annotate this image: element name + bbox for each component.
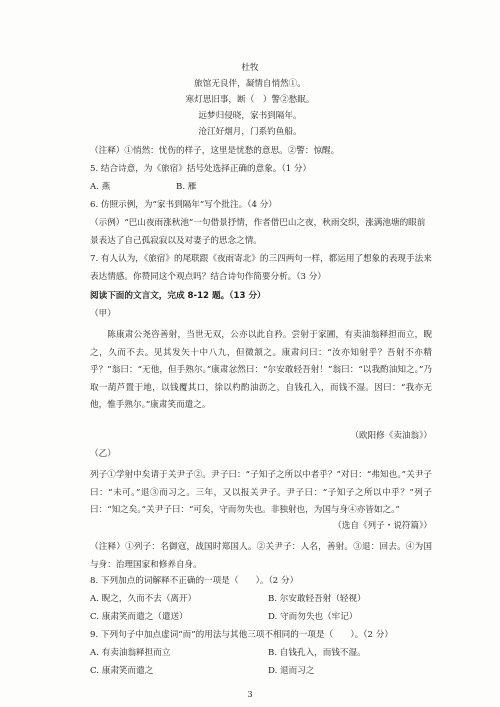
poem-note: （注释）①悄然：忧伤的样子，这里是忧愁的意思。②警：惊醒。 [90,146,340,156]
q6-example-line-1: （示例）“巴山夜雨涨秋池”一句借景抒情，作者借巴山之夜，秋雨交织，涨满池塘的眼前 [90,218,426,228]
passage-jia-source: （欧阳修《卖油翁》） [350,431,432,441]
q5-option-b: B. 雁 [176,182,197,192]
poem-line-3: 远梦归侵晓，家书到隔年。 [198,111,302,121]
passage-yi-label: （乙） [90,449,116,459]
q8-option-d: D. 守而勿失也（牢记） [268,612,358,622]
poem-author: 杜牧 [241,63,259,73]
passage-yi-note: （注释）①列子：名御寇，战国时郑国人。②关尹子：人名，善射。③退：回去。④为国与身：治理国家和修养自身。 [90,542,432,570]
q9-option-c: C. 康肃笑而遣之 [90,666,154,676]
passage-yi-source: （选自《列子・说符篇》） [333,521,432,531]
q9-option-d: D. 退而习之 [268,666,315,676]
q8-option-c: C. 康肃笑而遣之（遣送） [90,612,188,622]
page-number: 3 [247,690,253,699]
q8-stem: 8. 下列加点的词解释不正确的一项是（ ）。（2 分） [90,576,299,586]
q8-option-a: A. 睨之，久而不去（离开） [90,594,197,604]
passage-jia-text: 陈康肃公尧咨善射，当世无双，公亦以此自矜。尝射于家圃，有卖油翁释担而立，睨之，久而不去。见其发矢十中八九，但微颔之。康肃问曰：“汝亦知射乎？吾射不亦精乎？”翁曰：“无他，但手熟尔。”康肃忿然曰：“尔安敢轻吾射！”翁曰：“以我酌油知之。”乃取一葫芦置于地，以钱覆其口，徐以杓酌油沥之，自钱孔入，而钱不湿。因曰：“我亦无他，惟手熟尔。”康肃笑而遣之。 [90,330,432,410]
q7-line-2: 表达情感。你赞同这个观点吗？结合诗句作简要分析。（3 分） [90,272,326,282]
passage-yi-text: 列子①学射中矣请于关尹子②。尹子曰：“子知子之所以中者乎？”对曰：“弗知也。”关尹子曰：“未可。”退③而习之。三年，又以报关尹子。尹子曰：“子知子之所以中乎？”列子曰：“知之矣。”关尹子曰：“可矣，守而勿失也。非独射也，为国与身④亦皆如之。” [90,470,432,515]
q5-stem: 5. 结合诗意，为《旅宿》括号处选择正确的意象。（1 分） [90,164,312,174]
q7-line-1: 7. 有人认为，《旅宿》的尾联跟《夜雨寄北》的三四两句一样，都运用了想象的表现手法来 [90,254,432,264]
q5-option-a: A. 燕 [90,182,111,192]
q9-stem: 9. 下列句子中加点虚词“而”的用法与其他三项不相同的一项是（ ）。（2 分） [90,630,393,640]
q9-option-b: B. 自钱孔入，而钱不湿。 [268,648,366,658]
poem-line-1: 旅馆无良伴，凝情自悄然①。 [194,79,306,89]
poem-line-2: 寒灯思旧事，断（ ）警②愁眠。 [185,95,315,105]
q6-stem: 6. 仿照示例，为“家书到隔年”写个批注。（4 分） [90,200,277,210]
q9-option-a: A. 有卖油翁释担而立 [90,648,171,658]
q6-example-line-2: 景表达了自己孤寂寂以及对妻子的思念之情。 [90,236,262,246]
reading-heading: 阅读下面的文言文，完成 8-12 题。（13 分） [90,291,266,301]
q8-option-b: B. 尔安敢轻吾射（轻视） [268,594,366,604]
poem-line-4: 沧江好烟月，门系钓鱼船。 [198,127,302,137]
passage-jia-label: （甲） [90,309,116,319]
